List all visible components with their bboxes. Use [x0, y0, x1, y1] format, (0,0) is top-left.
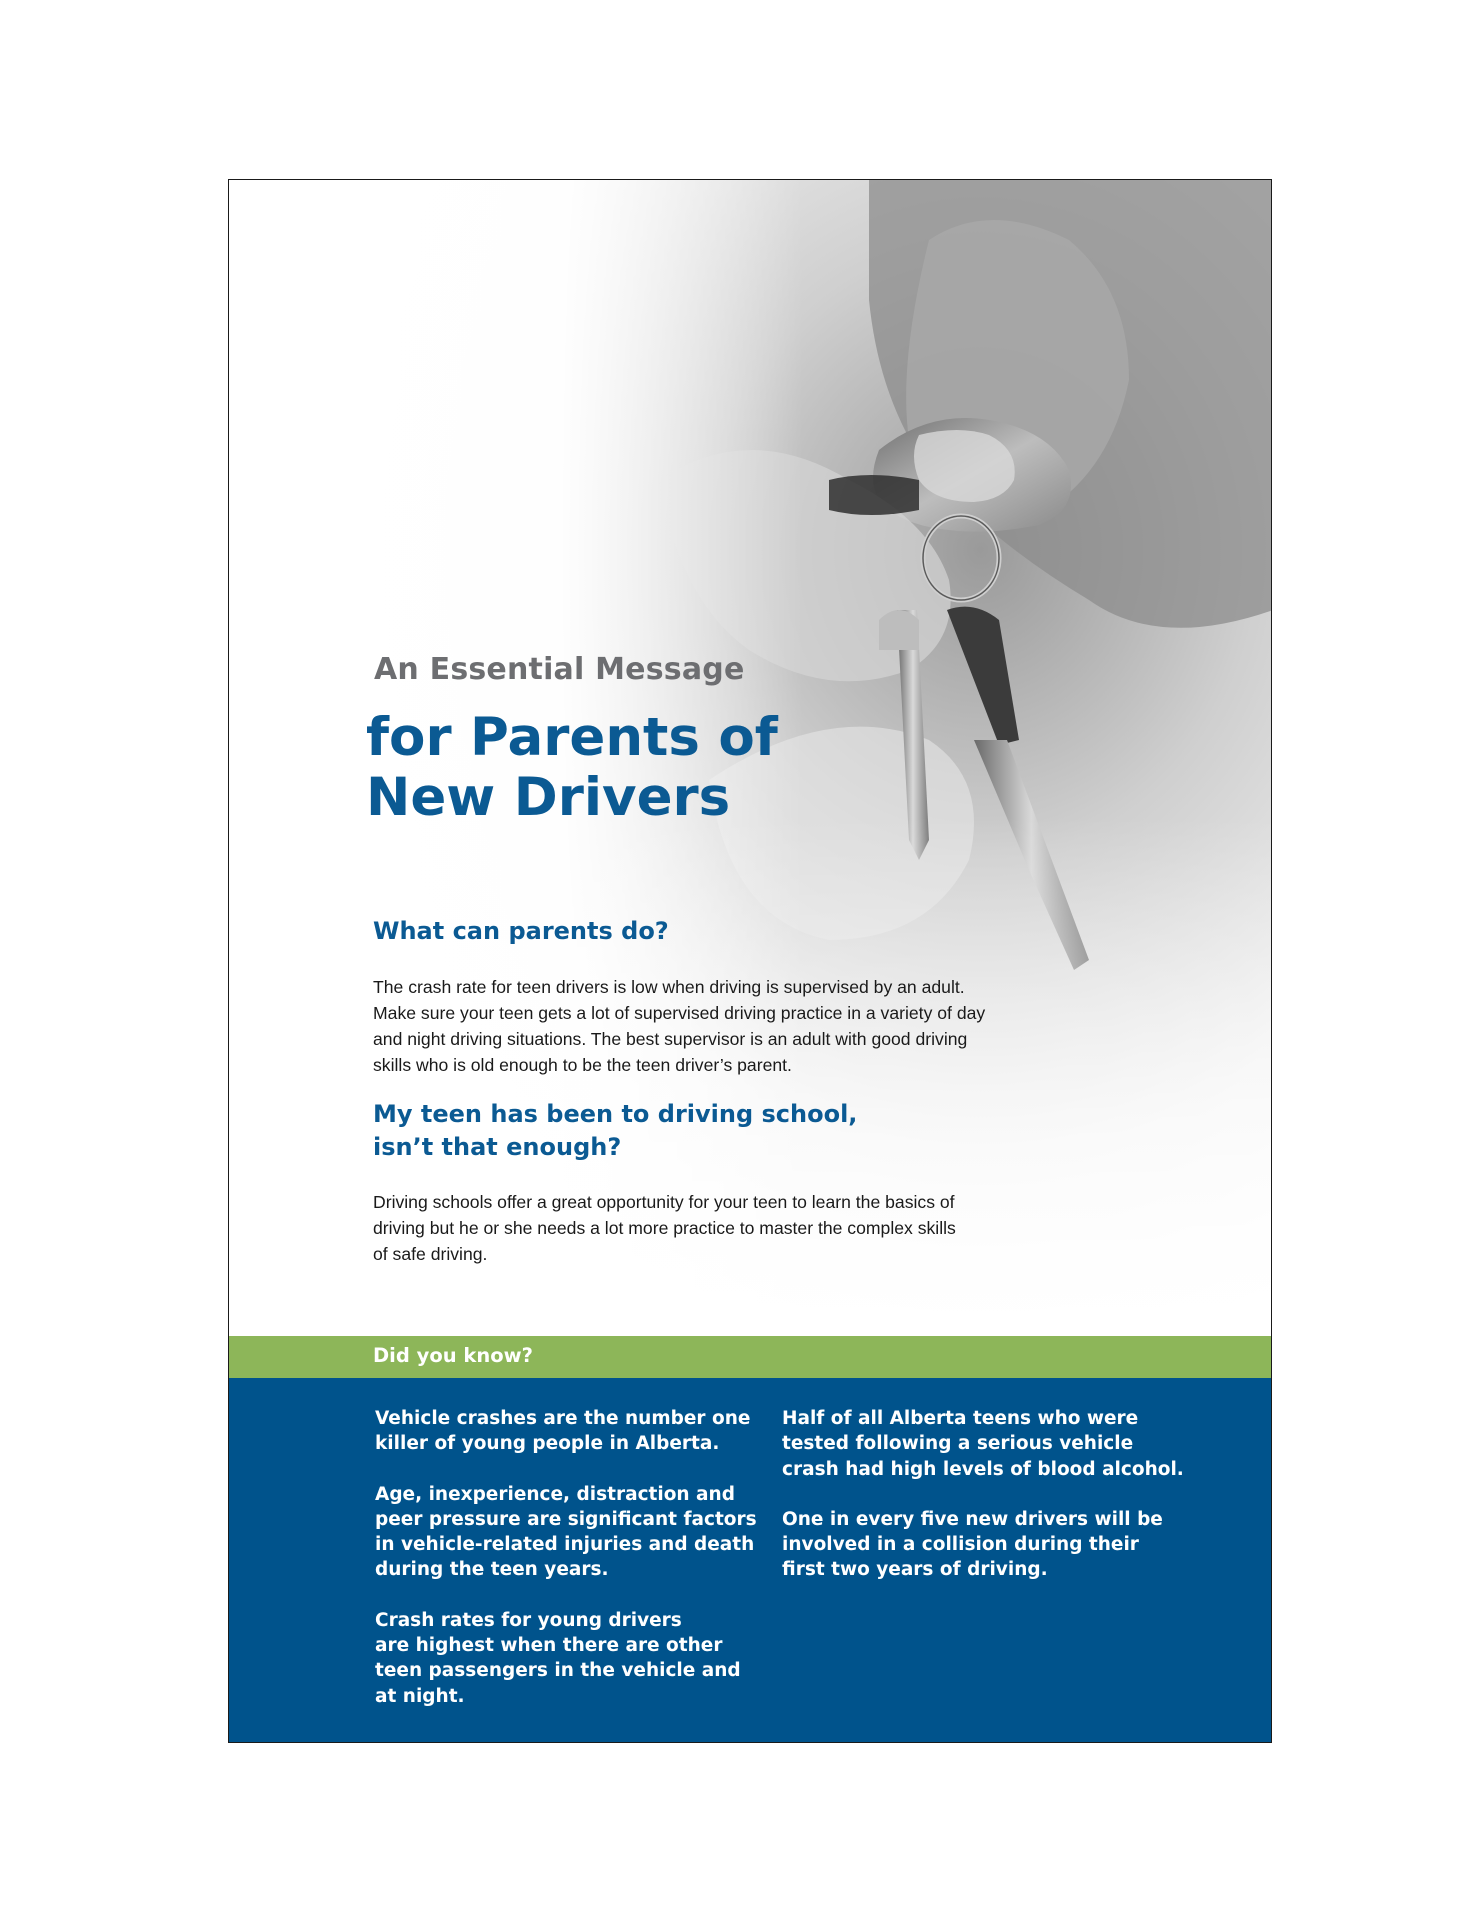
fact-line: teen passengers in the vehicle and — [375, 1660, 741, 1682]
fact-line: One in every five new drivers will be — [782, 1508, 1163, 1530]
fact-item — [375, 1406, 757, 1457]
fact-line: tested following a serious vehicle — [782, 1433, 1134, 1455]
fact-line: at night. — [375, 1685, 465, 1707]
fact-item — [782, 1406, 1184, 1482]
fact-line: in vehicle-related injuries and death — [375, 1534, 755, 1556]
fact-item — [375, 1482, 757, 1583]
fact-line: killer of young people in Alberta. — [375, 1433, 720, 1455]
heading-line: isn’t that enough? — [373, 1133, 622, 1161]
eyebrow-subtitle: An Essential Message — [374, 652, 745, 687]
facts-panel — [229, 1378, 1272, 1743]
heading-line: My teen has been to driving school, — [373, 1100, 858, 1128]
body-line: skills who is old enough to be the teen driver’s parent. — [373, 1055, 792, 1075]
fact-line: involved in a collision during their — [782, 1534, 1139, 1556]
facts-column-right — [782, 1406, 1184, 1608]
fact-item — [375, 1608, 757, 1709]
body-line: Make sure your teen gets a lot of supervised driving practice in a variety of day — [373, 1003, 986, 1023]
fact-line: during the teen years. — [375, 1559, 609, 1581]
body-line: of safe driving. — [373, 1244, 488, 1264]
section-heading-driving-school — [373, 1098, 857, 1164]
fact-line: Vehicle crashes are the number one — [375, 1408, 751, 1429]
body-line: Driving schools offer a great opportunity for your teen to learn the basics of — [373, 1192, 955, 1212]
title-line: New Drivers — [366, 767, 731, 828]
title-line: for Parents of — [366, 707, 778, 768]
fact-line: Age, inexperience, distraction and — [375, 1483, 735, 1505]
fact-line: Half of all Alberta teens who were — [782, 1408, 1139, 1429]
body-line: The crash rate for teen drivers is low when driving is supervised by an adult. — [373, 977, 965, 997]
fact-line: crash had high levels of blood alcohol. — [782, 1458, 1184, 1480]
body-line: driving but he or she needs a lot more practice to master the complex skills — [373, 1218, 956, 1238]
section-body-parents — [373, 974, 1053, 1078]
did-you-know-label: Did you know? — [373, 1344, 533, 1367]
heading-line: What can parents do? — [373, 917, 669, 945]
did-you-know-band — [229, 1336, 1272, 1378]
fact-line: first two years of driving. — [782, 1559, 1048, 1581]
fact-item — [782, 1507, 1184, 1583]
document-page — [228, 179, 1272, 1743]
section-body-driving-school — [373, 1189, 1053, 1267]
fact-line: peer pressure are significant factors — [375, 1508, 757, 1530]
fact-line: Crash rates for young drivers — [375, 1609, 682, 1631]
facts-column-left — [375, 1406, 757, 1734]
page-title — [366, 708, 778, 828]
fact-line: are highest when there are other — [375, 1635, 723, 1657]
section-heading-parents — [373, 915, 669, 948]
body-line: and night driving situations. The best supervisor is an adult with good driving — [373, 1029, 968, 1049]
